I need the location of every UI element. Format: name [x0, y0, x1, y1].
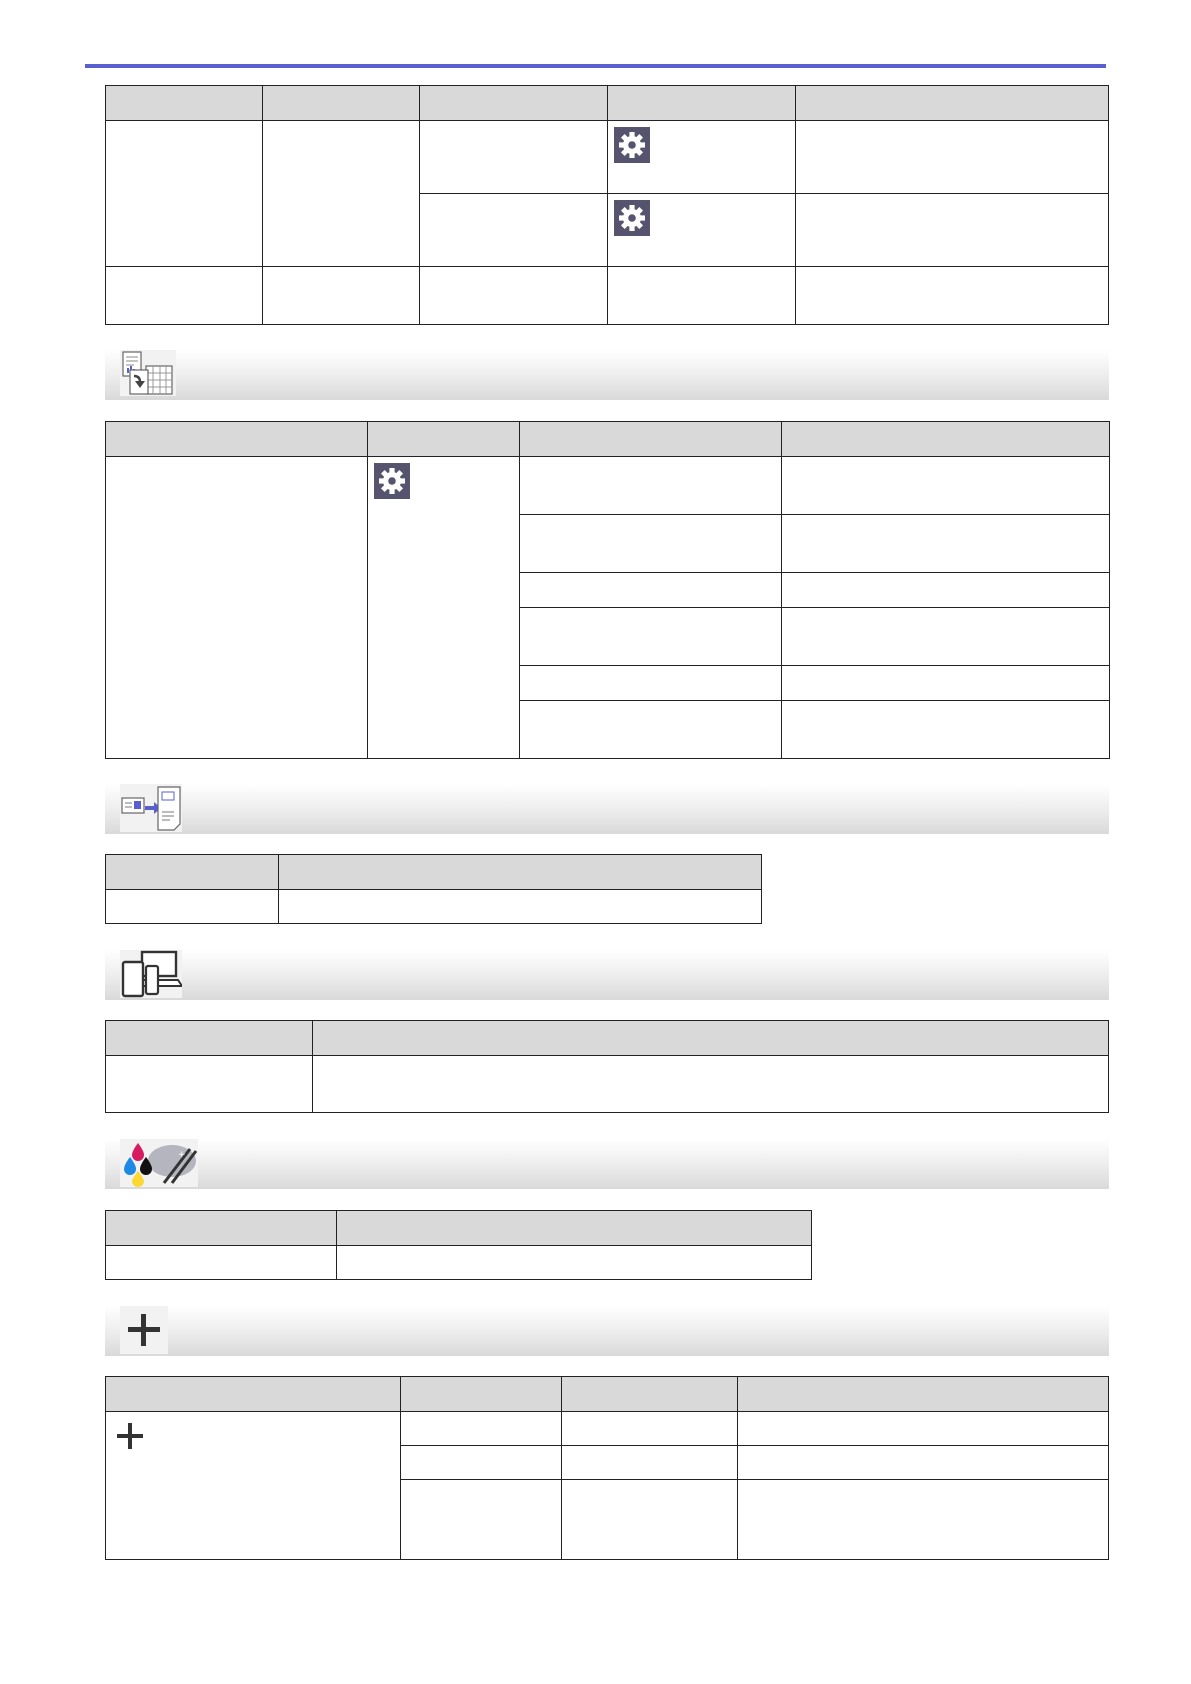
- page-top-rule: [85, 64, 1106, 68]
- table-row: [106, 267, 1109, 325]
- table-row: [106, 457, 1110, 515]
- svg-text:+: +: [178, 1150, 186, 1160]
- copy-to-grid-icon[interactable]: [120, 350, 176, 396]
- table-header-row: [106, 1377, 1109, 1412]
- settings-table-6: [105, 1376, 1109, 1560]
- gear-icon[interactable]: [368, 463, 519, 499]
- table-header-row: [106, 1211, 812, 1246]
- settings-table-1: [105, 85, 1109, 325]
- section-band-shortcuts: [105, 1306, 1109, 1356]
- gear-icon[interactable]: [608, 127, 795, 163]
- id-card-copy-icon[interactable]: [120, 784, 182, 832]
- plus-icon[interactable]: [106, 1422, 400, 1450]
- section-band-ink: [105, 1139, 1109, 1189]
- gear-icon[interactable]: [608, 200, 795, 236]
- table-row: [106, 1056, 1109, 1113]
- table-header-row: [106, 1021, 1109, 1056]
- settings-table-5: [105, 1210, 812, 1280]
- table-row: [106, 121, 1109, 194]
- table-header-row: [106, 855, 762, 890]
- settings-table-3: [105, 854, 762, 924]
- mobile-devices-icon[interactable]: [120, 950, 182, 998]
- table-header-row: [106, 86, 1109, 121]
- section-band-devices: [105, 950, 1109, 1000]
- ink-cleaning-icon[interactable]: [120, 1139, 198, 1187]
- section-band-copy: [105, 350, 1109, 400]
- settings-table-2: [105, 421, 1110, 759]
- table-row: [106, 890, 762, 924]
- settings-table-4: [105, 1020, 1109, 1113]
- table-row: [106, 1246, 812, 1280]
- table-header-row: [106, 422, 1110, 457]
- table-row: [106, 1412, 1109, 1446]
- section-band-id-copy: [105, 784, 1109, 834]
- plus-icon[interactable]: [120, 1306, 168, 1354]
